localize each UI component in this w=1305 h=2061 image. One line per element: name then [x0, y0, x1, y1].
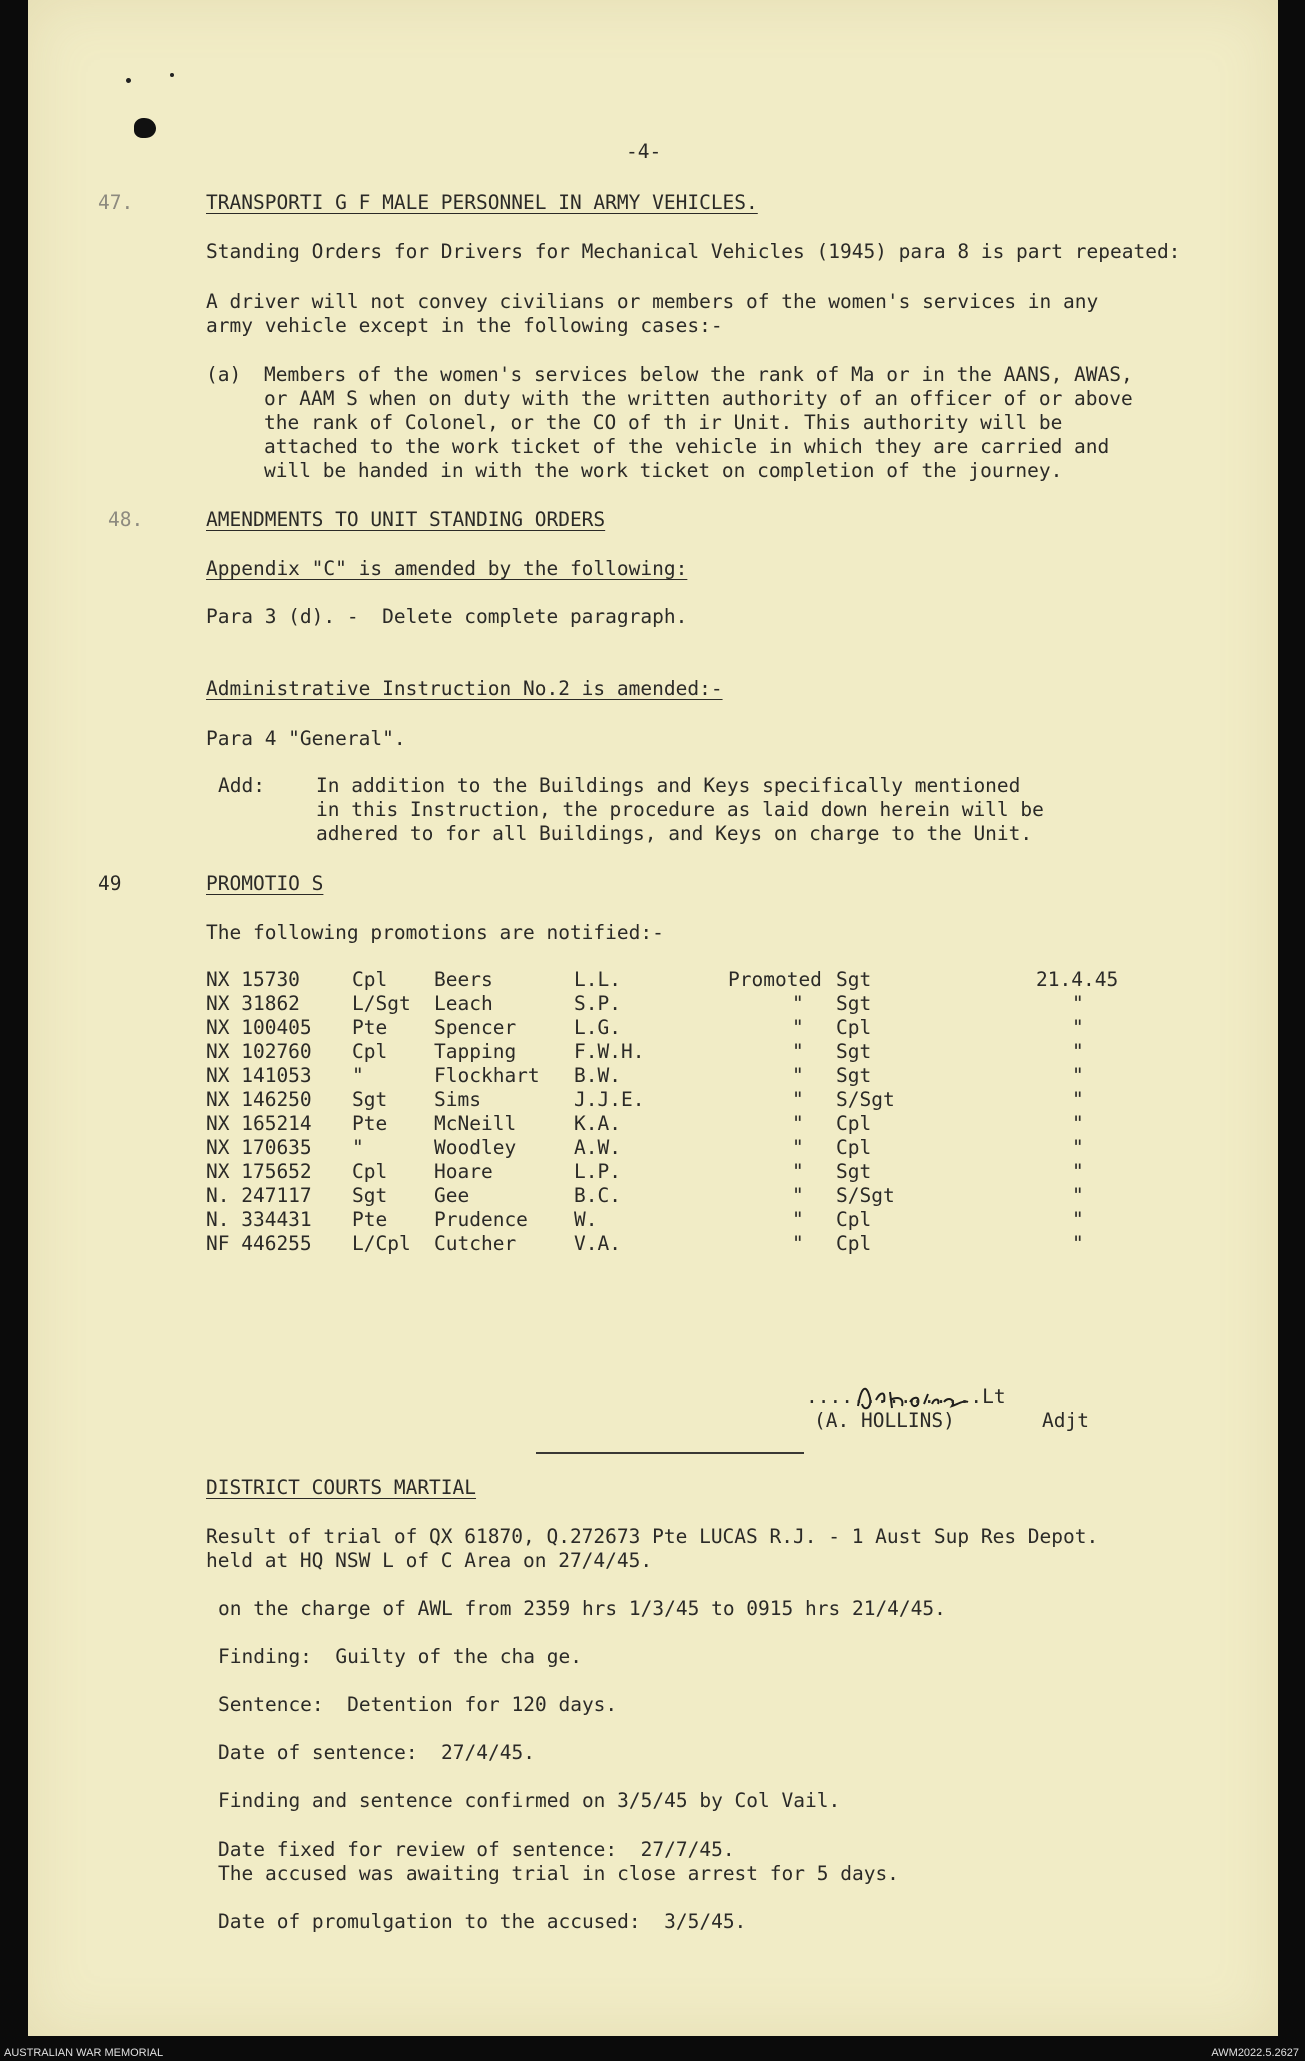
appendix-c-line	[206, 557, 687, 581]
signatory-role: Adjt	[1042, 1409, 1089, 1432]
punch-hole	[134, 118, 156, 138]
cell-surname: Woodley	[434, 1136, 517, 1159]
cell-new-rank: S/Sgt	[836, 1088, 895, 1111]
cell-effective-date: "	[1072, 1160, 1084, 1183]
section-47-paragraph-line: army vehicle except in the following cases:-	[206, 314, 723, 337]
cell-status: "	[792, 1184, 804, 1207]
cell-initials: L.P.	[574, 1160, 621, 1183]
appendix-c-text: Appendix "C" is amended by the following:	[206, 557, 688, 580]
cell-effective-date: "	[1072, 1208, 1084, 1231]
case-a-line: the rank of Colonel, or the CO of th ir Unit. This authority will be	[264, 411, 1063, 434]
add-line: in this Instruction, the procedure as laid down herein will be	[316, 798, 1044, 821]
cell-surname: Spencer	[434, 1016, 517, 1039]
cell-effective-date: "	[1072, 1232, 1084, 1255]
cell-initials: V.A.	[574, 1232, 621, 1255]
cell-service-number: N. 247117	[206, 1184, 312, 1207]
para-4-line: Para 4 "General".	[206, 727, 406, 750]
cell-surname: McNeill	[434, 1112, 517, 1135]
case-a-line: or AAM S when on duty with the written authority of an officer of or above	[264, 387, 1133, 410]
footer-reference: AWM2022.5.2627	[1211, 2047, 1299, 2059]
cell-initials: L.L.	[574, 968, 621, 991]
cell-surname: Flockhart	[434, 1064, 540, 1087]
sentence-line: Sentence: Detention for 120 days.	[218, 1693, 618, 1716]
cell-rank: "	[352, 1136, 364, 1159]
cell-effective-date: "	[1072, 1136, 1084, 1159]
table-row	[206, 1160, 1106, 1184]
cell-effective-date: "	[1072, 1064, 1084, 1087]
cell-new-rank: S/Sgt	[836, 1184, 895, 1207]
table-row	[206, 1016, 1106, 1040]
case-a-line: Members of the women's services below the rank of Ma or in the AANS, AWAS,	[264, 363, 1133, 386]
cell-surname: Gee	[434, 1184, 470, 1207]
cell-status: Promoted	[728, 968, 822, 991]
cell-effective-date: "	[1072, 1184, 1084, 1207]
cell-surname: Sims	[434, 1088, 481, 1111]
add-line: adhered to for all Buildings, and Keys on charge to the Unit.	[316, 822, 1033, 845]
section-48-heading: AMENDMENTS TO UNIT STANDING ORDERS	[206, 508, 606, 531]
cell-rank: Pte	[352, 1016, 388, 1039]
trial-result-line: Result of trial of QX 61870, Q.272673 Pte LUCAS R.J. - 1 Aust Sup Res Depot.	[206, 1525, 1099, 1548]
table-row	[206, 1136, 1106, 1160]
review-date-line: Date fixed for review of sentence: 27/7/45.	[218, 1838, 735, 1861]
confirmation-line: Finding and sentence confirmed on 3/5/45 by Col Vail.	[218, 1789, 841, 1812]
punch-mark	[126, 78, 131, 83]
table-row	[206, 1184, 1106, 1208]
cell-initials: A.W.	[574, 1136, 621, 1159]
cell-effective-date: "	[1072, 1112, 1084, 1135]
table-row	[206, 1064, 1106, 1088]
cell-service-number: NX 102760	[206, 1040, 312, 1063]
cell-service-number: NX 100405	[206, 1016, 312, 1039]
section-49-heading: PROMOTIO S	[206, 872, 324, 895]
admin-instruction-line: Administrative Instruction No.2 is amended:-	[206, 677, 723, 700]
cell-new-rank: Cpl	[836, 1136, 872, 1159]
table-row	[206, 1040, 1106, 1064]
cell-rank: Sgt	[352, 1088, 388, 1111]
cell-status: "	[792, 1064, 804, 1087]
cell-surname: Tapping	[434, 1040, 517, 1063]
cell-initials: L.G.	[574, 1016, 621, 1039]
table-row	[206, 1232, 1106, 1256]
table-row	[206, 968, 1119, 992]
promotions-intro: The following promotions are notified:-	[206, 921, 664, 944]
cell-effective-date: "	[1072, 992, 1084, 1015]
cell-service-number: NX 31862	[206, 992, 300, 1015]
cell-new-rank: Cpl	[836, 1016, 872, 1039]
cell-service-number: NX 141053	[206, 1064, 312, 1087]
cell-new-rank: Cpl	[836, 1232, 872, 1255]
cell-surname: Beers	[434, 968, 493, 991]
cell-rank: Cpl	[352, 1160, 388, 1183]
cell-surname: Prudence	[434, 1208, 528, 1231]
cell-rank: "	[352, 1064, 364, 1087]
section-47-intro: Standing Orders for Drivers for Mechanical Vehicles (1945) para 8 is part repeated:	[206, 240, 1181, 263]
section-48-number: 48.	[108, 508, 144, 531]
cell-effective-date: "	[1072, 1016, 1084, 1039]
cell-new-rank: Sgt	[836, 992, 872, 1015]
add-line: In addition to the Buildings and Keys specifically mentioned	[316, 774, 1021, 797]
date-of-sentence-line: Date of sentence: 27/4/45.	[218, 1741, 535, 1764]
case-a-label: (a)	[206, 363, 242, 386]
cell-status: "	[792, 1088, 804, 1111]
cell-service-number: NF 446255	[206, 1232, 312, 1255]
cell-effective-date: 21.4.45	[1036, 968, 1119, 991]
cell-initials: W.	[574, 1208, 598, 1231]
cell-initials: B.W.	[574, 1064, 621, 1087]
cell-status: "	[792, 1112, 804, 1135]
section-47-paragraph-line: A driver will not convey civilians or members of the women's services in any	[206, 290, 1099, 313]
cell-rank: Sgt	[352, 1184, 388, 1207]
section-47-heading: TRANSPORTI G F MALE PERSONNEL IN ARMY VEHICLES.	[206, 191, 758, 214]
cell-initials: B.C.	[574, 1184, 621, 1207]
cell-initials: J.J.E.	[574, 1088, 645, 1111]
table-row	[206, 1088, 1106, 1112]
promulgation-line: Date of promulgation to the accused: 3/5/45.	[218, 1910, 747, 1933]
add-label: Add:	[218, 774, 265, 797]
cell-status: "	[792, 1208, 804, 1231]
cell-surname: Hoare	[434, 1160, 493, 1183]
cell-status: "	[792, 1160, 804, 1183]
cell-surname: Leach	[434, 992, 493, 1015]
case-a-line: attached to the work ticket of the vehicle in which they are carried and	[264, 435, 1110, 458]
case-a-line: will be handed in with the work ticket on completion of the journey.	[264, 459, 1063, 482]
cell-rank: Pte	[352, 1208, 388, 1231]
cell-service-number: NX 165214	[206, 1112, 312, 1135]
cell-status: "	[792, 1232, 804, 1255]
table-row	[206, 1112, 1106, 1136]
cell-effective-date: "	[1072, 1040, 1084, 1063]
cell-initials: S.P.	[574, 992, 621, 1015]
para-3-line: Para 3 (d). - Delete complete paragraph.	[206, 605, 688, 628]
cell-service-number: NX 170635	[206, 1136, 312, 1159]
cell-rank: Cpl	[352, 1040, 388, 1063]
cell-service-number: N. 334431	[206, 1208, 312, 1231]
cell-initials: K.A.	[574, 1112, 621, 1135]
page-number: -4-	[626, 140, 662, 163]
cell-new-rank: Sgt	[836, 1040, 872, 1063]
finding-line: Finding: Guilty of the cha ge.	[218, 1645, 582, 1668]
cell-new-rank: Cpl	[836, 1112, 872, 1135]
cell-new-rank: Sgt	[836, 1160, 872, 1183]
cell-new-rank: Sgt	[836, 1064, 872, 1087]
cell-service-number: NX 15730	[206, 968, 300, 991]
cell-status: "	[792, 992, 804, 1015]
courts-martial-heading: DISTRICT COURTS MARTIAL	[206, 1476, 477, 1499]
cell-new-rank: Cpl	[836, 1208, 872, 1231]
cell-status: "	[792, 1040, 804, 1063]
cell-initials: F.W.H.	[574, 1040, 645, 1063]
cell-rank: Cpl	[352, 968, 388, 991]
trial-result-line: held at HQ NSW L of C Area on 27/4/45.	[206, 1549, 653, 1572]
cell-surname: Cutcher	[434, 1232, 517, 1255]
signature-dots: ...............Lt	[806, 1385, 1006, 1408]
punch-mark	[170, 73, 174, 77]
section-divider	[536, 1452, 804, 1454]
cell-new-rank: Sgt	[836, 968, 872, 991]
cell-status: "	[792, 1016, 804, 1039]
cell-service-number: NX 146250	[206, 1088, 312, 1111]
table-row	[206, 992, 1106, 1016]
cell-rank: L/Cpl	[352, 1232, 411, 1255]
signatory-name: (A. HOLLINS)	[814, 1409, 955, 1432]
charge-line: on the charge of AWL from 2359 hrs 1/3/45 to 0915 hrs 21/4/45.	[218, 1597, 946, 1620]
awaiting-trial-line: The accused was awaiting trial in close arrest for 5 days.	[218, 1862, 899, 1885]
table-row	[206, 1208, 1106, 1232]
section-47-number: 47.	[98, 191, 134, 214]
section-49-number: 49	[98, 872, 122, 895]
document-page	[28, 0, 1278, 2036]
cell-rank: L/Sgt	[352, 992, 411, 1015]
cell-status: "	[792, 1136, 804, 1159]
cell-effective-date: "	[1072, 1088, 1084, 1111]
cell-rank: Pte	[352, 1112, 388, 1135]
cell-service-number: NX 175652	[206, 1160, 312, 1183]
footer-credit: AUSTRALIAN WAR MEMORIAL	[4, 2047, 164, 2059]
